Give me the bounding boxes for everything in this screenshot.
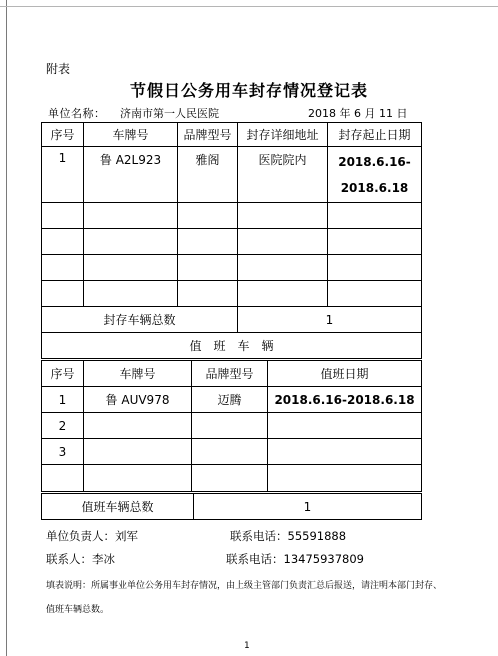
row-number: 3	[42, 439, 84, 465]
duty-section-title: 值 班 车 辆	[42, 333, 422, 359]
contact-person-value: 李冰	[92, 552, 115, 566]
header-cell: 车牌号	[84, 123, 178, 147]
plate-cell	[84, 439, 192, 465]
header-cell: 序号	[42, 361, 84, 387]
table-row	[42, 465, 422, 492]
contact-phone-2-label: 联系电话：	[226, 552, 284, 566]
report-date: 2018 年 6 月 11 日	[308, 107, 408, 120]
person-in-charge	[46, 528, 138, 544]
brand-cell	[192, 465, 268, 492]
sealed-header-row	[42, 123, 422, 147]
seal-period-end: 2018.6.18	[340, 180, 409, 195]
row-number: 1	[42, 147, 84, 203]
header-cell: 序号	[42, 123, 84, 147]
header-cell: 封存详细地址	[238, 123, 328, 147]
duty-section-row	[42, 333, 422, 359]
sealed-vehicles-table	[41, 122, 422, 359]
row-number: 2	[42, 413, 84, 439]
page-top-border	[0, 6, 498, 7]
duty-period-cell: 2018.6.16-2018.6.18	[268, 387, 422, 413]
contact-phone-1-label: 联系电话：	[230, 529, 288, 543]
seal-period-start: 2018.6.16-	[338, 154, 411, 169]
header-cell: 品牌型号	[192, 361, 268, 387]
contact-person	[46, 551, 115, 567]
plate-number: A2L923	[115, 153, 162, 167]
contact-person-label: 联系人：	[46, 552, 92, 566]
table-row	[42, 387, 422, 413]
header-cell: 值班日期	[268, 361, 422, 387]
duty-vehicles-table	[41, 360, 422, 492]
plate-prefix: 鲁	[99, 153, 112, 167]
duty-header-row	[42, 361, 422, 387]
contact-phone-1	[230, 528, 346, 544]
duty-period-cell	[268, 465, 422, 492]
duty-total-row	[42, 494, 422, 520]
header-cell: 封存起止日期	[328, 123, 422, 147]
table-row	[42, 413, 422, 439]
table-row	[42, 255, 422, 281]
plate-cell	[84, 387, 192, 413]
unit-name-label: 单位名称：	[48, 107, 106, 120]
person-in-charge-value: 刘军	[115, 529, 138, 543]
row-number: 1	[42, 387, 84, 413]
address-cell: 医院院内	[238, 147, 328, 203]
table-row	[42, 203, 422, 229]
plate-cell	[84, 147, 178, 203]
person-in-charge-label: 单位负责人：	[46, 529, 115, 543]
header-cell: 品牌型号	[178, 123, 238, 147]
table-row	[42, 439, 422, 465]
appendix-label: 附表	[46, 62, 71, 76]
plate-cell	[84, 413, 192, 439]
document-title: 节假日公务用车封存情况登记表	[129, 81, 368, 100]
brand-cell: 雅阁	[178, 147, 238, 203]
duty-total-table	[41, 493, 422, 520]
seal-period-cell	[328, 147, 422, 203]
unit-name-value: 济南市第一人民医院	[120, 107, 219, 120]
plate-cell	[84, 465, 192, 492]
sealed-total-label: 封存车辆总数	[42, 307, 238, 333]
brand-cell	[192, 413, 268, 439]
plate-number: AUV978	[121, 393, 170, 407]
table-row	[42, 147, 422, 203]
plate-prefix: 鲁	[105, 393, 118, 407]
sealed-total-row	[42, 307, 422, 333]
filling-instructions: 填表说明：所属事业单位公务用车封存情况，由上级主管部门负责汇总后报送，请注明本部门封存、值班车辆总数。	[46, 581, 443, 615]
duty-period-cell	[268, 439, 422, 465]
table-row	[42, 229, 422, 255]
table-row	[42, 281, 422, 307]
duty-period-cell	[268, 413, 422, 439]
contact-phone-2-value: 13475937809	[283, 552, 364, 566]
header-cell: 车牌号	[84, 361, 192, 387]
brand-cell: 迈腾	[192, 387, 268, 413]
sealed-total-value: 1	[238, 307, 422, 333]
contact-phone-2	[226, 551, 364, 567]
contact-phone-1-value: 55591888	[287, 529, 347, 543]
duty-total-label: 值班车辆总数	[42, 494, 194, 520]
page-number: 1	[244, 641, 250, 651]
row-number	[42, 465, 84, 492]
duty-total-value: 1	[194, 494, 422, 520]
brand-cell	[192, 439, 268, 465]
